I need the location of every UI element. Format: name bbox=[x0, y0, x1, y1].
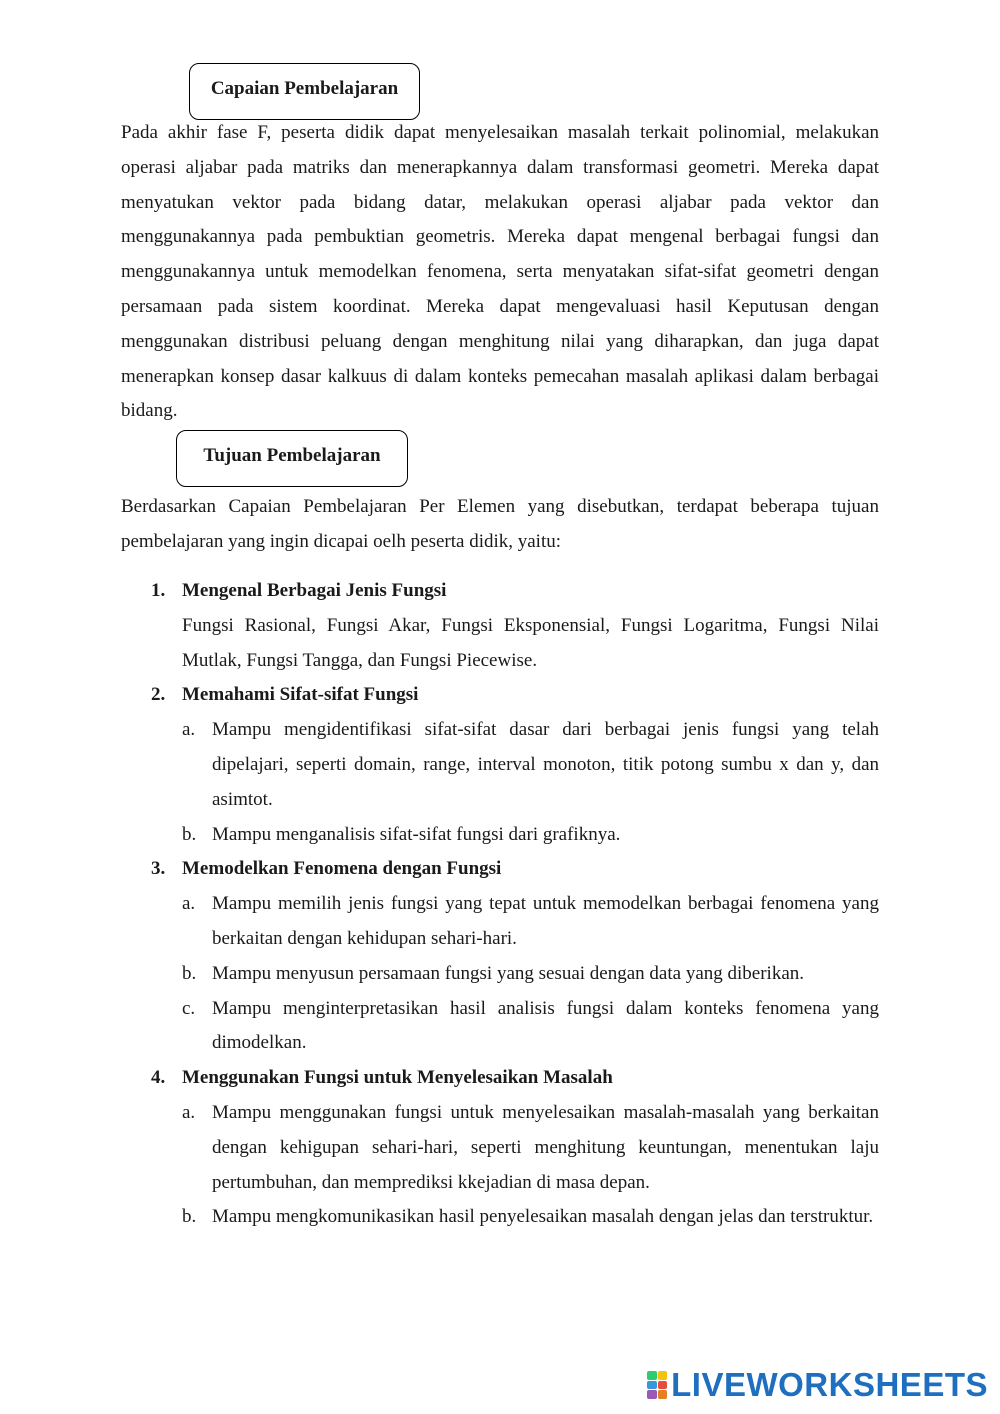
goal-subitem bbox=[182, 1096, 879, 1200]
goal-subitem bbox=[182, 1200, 879, 1235]
goal-title: Menggunakan Fungsi untuk Menyelesaikan Masalah bbox=[182, 1067, 613, 1089]
goal-subitem bbox=[182, 887, 879, 957]
goal-number: 2. bbox=[151, 684, 166, 706]
logo-text: LIVEWORKSHEETS bbox=[671, 1366, 988, 1403]
subitem-text: Mampu menggunakan fungsi untuk menyelesaikan masalah-masalah yang berkaitan dengan kehigupan sehari-hari, seperti menghitung keuntungan, menentukan laju pertumbuhan, dan memprediksi kkejadian di masa depan. bbox=[212, 1101, 879, 1193]
tujuan-heading: Tujuan Pembelajaran bbox=[203, 444, 381, 466]
subitem-letter: b. bbox=[182, 1206, 197, 1228]
subitem-letter: b. bbox=[182, 823, 197, 845]
goal-subitem bbox=[182, 957, 879, 992]
liveworksheets-logo[interactable] bbox=[647, 1366, 988, 1404]
subitem-text: Mampu menginterpretasikan hasil analisis fungsi dalam konteks fenomena yang dimodelkan. bbox=[212, 997, 879, 1054]
capaian-paragraph: Pada akhir fase F, peserta didik dapat menyelesaikan masalah terkait polinomial, melakukan operasi aljabar pada matriks dan menerapkannya dalam transformasi geometri. Mereka dapat menyatukan vektor pada bidang datar, melakukan operasi aljabar pada vektor dan menggunakannya pada pembuktian geometris. Mereka dapat mengenal berbagai fungsi dan menggunakannya untuk memodelkan fenomena, serta menyatakan sifat-sifat geometri dengan persamaan pada sistem koordinat. Mereka dapat mengevaluasi hasil Keputusan dengan menggunakan distribusi peluang dengan menghitung nilai yang diharapkan, dan juga dapat menerapkan konsep dasar kalkuus di dalam konteks pemecahan masalah aplikasi dalam berbagai bidang. bbox=[121, 122, 879, 422]
logo-tile bbox=[658, 1371, 668, 1380]
goal-title: Memahami Sifat-sifat Fungsi bbox=[182, 684, 419, 706]
logo-tile bbox=[647, 1381, 657, 1390]
goal-number: 4. bbox=[151, 1067, 166, 1089]
subitem-letter: a. bbox=[182, 719, 196, 741]
goal-number: 1. bbox=[151, 580, 166, 601]
subitem-text: Mampu mengkomunikasikan hasil penyelesaikan masalah dengan jelas dan terstruktur. bbox=[212, 1206, 874, 1228]
liveworksheets-logo-icon bbox=[647, 1371, 667, 1399]
tujuan-heading-box bbox=[176, 430, 408, 487]
goal-number: 3. bbox=[151, 858, 166, 880]
goal-subitem bbox=[182, 713, 879, 817]
subitem-letter: a. bbox=[182, 1101, 196, 1123]
capaian-heading-box bbox=[189, 63, 420, 120]
goal-subitem bbox=[182, 992, 879, 1062]
subitem-letter: c. bbox=[182, 997, 196, 1019]
goals-list bbox=[121, 574, 879, 1235]
logo-tile bbox=[658, 1381, 668, 1390]
tujuan-intro: Berdasarkan Capaian Pembelajaran Per Elemen yang disebutkan, terdapat beberapa tujuan pembelajaran yang ingin dicapai oelh peserta didik, yaitu: bbox=[121, 496, 879, 552]
goal-item bbox=[121, 678, 879, 852]
subitem-text: Mampu menganalisis sifat-sifat fungsi dari grafiknya. bbox=[212, 823, 621, 845]
goal-item bbox=[121, 1061, 879, 1235]
logo-tile bbox=[647, 1390, 657, 1399]
goal-item bbox=[121, 574, 879, 678]
goal-item bbox=[121, 852, 879, 1061]
logo-tile bbox=[658, 1390, 668, 1399]
subitem-text: Mampu memilih jenis fungsi yang tepat untuk memodelkan berbagai fenomena yang berkaitan dengan kehidupan sehari-hari. bbox=[212, 893, 879, 949]
logo-tile bbox=[647, 1371, 657, 1380]
goal-title: Mengenal Berbagai Jenis Fungsi bbox=[182, 580, 447, 601]
capaian-heading: Capaian Pembelajaran bbox=[210, 77, 399, 99]
goal-title: Memodelkan Fenomena dengan Fungsi bbox=[182, 858, 502, 880]
subitem-text: Mampu mengidentifikasi sifat-sifat dasar dari berbagai jenis fungsi yang telah dipelajari, seperti domain, range, interval monoton, titik potong sumbu x dan y, dan asimtot. bbox=[212, 719, 879, 810]
goal-subitem bbox=[182, 818, 879, 853]
subitem-text: Mampu menyusun persamaan fungsi yang sesuai dengan data yang diberikan. bbox=[212, 962, 805, 984]
subitem-letter: b. bbox=[182, 962, 197, 984]
subitem-letter: a. bbox=[182, 893, 196, 915]
goal-description: Fungsi Rasional, Fungsi Akar, Fungsi Eksponensial, Fungsi Logaritma, Fungsi Nilai Mutlak, Fungsi Tangga, dan Fungsi Piecewise. bbox=[182, 614, 879, 671]
